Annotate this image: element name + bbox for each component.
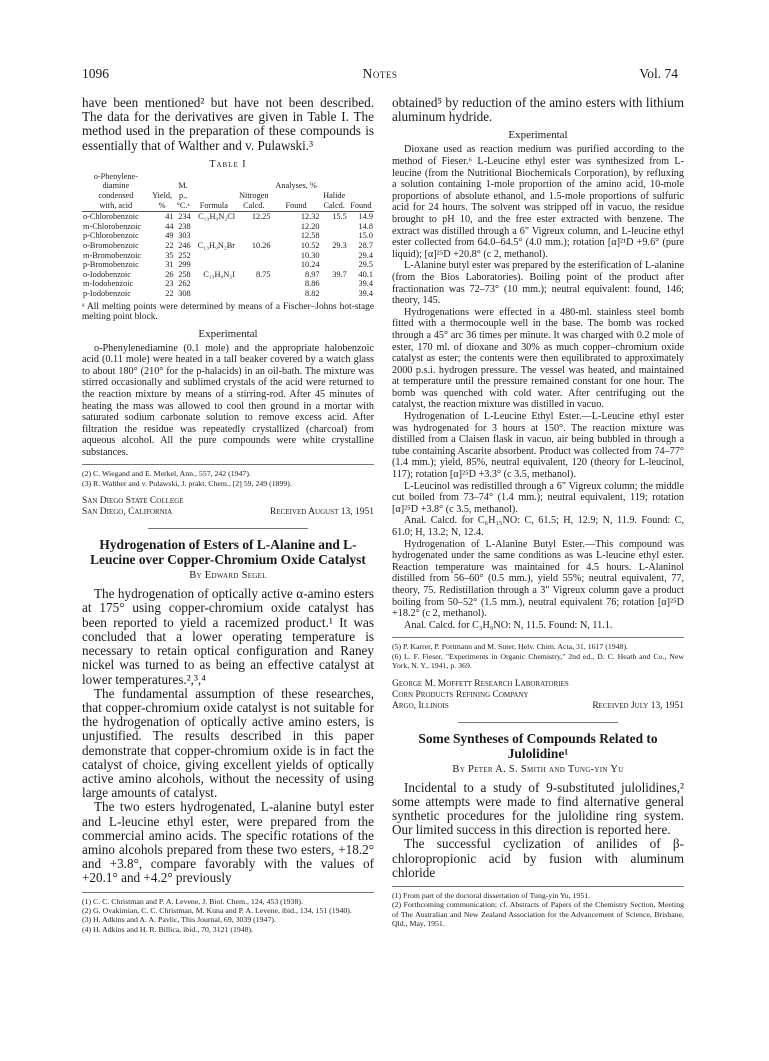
affiliation-line: George M. Moffett Research Laboratories	[392, 678, 569, 689]
table-cell	[321, 279, 348, 289]
right-column	[392, 96, 684, 929]
table-cell: 29.5	[358, 260, 373, 270]
table-column-header: o-Phenylene- diamine condensed with, acid	[82, 172, 150, 212]
experimental-paragraph: L-Alanine butyl ester was prepared by the esterification of L-alanine (from the Bios Laboratories). Boiling point of the product after fractionation was 72–73° (10 mm.); neutral equivalent: found, 146; theory, 145.	[392, 260, 684, 307]
table-cell: 22	[165, 288, 174, 298]
table-row	[82, 270, 374, 280]
footnote: (4) H. Adkins and H. R. Billica, ibid., 70, 3121 (1948).	[82, 924, 254, 934]
table-cell: 49	[165, 231, 174, 241]
received-date: Received August 13, 1951	[270, 507, 374, 518]
table-cell	[192, 260, 236, 270]
table-cell: 12.32	[300, 212, 320, 222]
table-cell	[192, 222, 236, 232]
table-cell	[192, 231, 236, 241]
section-title: Notes	[362, 66, 398, 81]
table-column-header: Found	[348, 172, 374, 212]
table-cell: 29.4	[358, 250, 373, 260]
table-caption: Table I	[209, 158, 247, 170]
table-cell: p-Iodobenzoic	[83, 288, 131, 298]
body-paragraph: Incidental to a study of 9-substituted julolidines,² some attempts were made to find alternative general synthetic procedures for the julolidine ring system. Our limited success in this direction is reported here.	[392, 779, 684, 838]
table-cell: 12.25	[251, 212, 271, 222]
affiliation	[82, 496, 374, 518]
table-cell: 10.26	[251, 240, 271, 250]
article-title: Hydrogenation of Esters of L-Alanine and L-Leucine over Copper-Chromium Oxide Catalyst	[90, 537, 366, 568]
analysis-line: Anal. Calcd. for C₃H₉NO: N, 11.5. Found: N, 11.1.	[404, 619, 613, 631]
table-cell	[236, 251, 272, 261]
experimental-paragraph: L-Leucinol was redistilled through a 6" Vigreux column; the middle cut boiled from 73–74° (1.4 mm.); neutral equivalent, 119; rotation [α]²⁵D +3.8° (c 3.5, methanol).	[392, 480, 684, 515]
article-title: Some Syntheses of Compounds Related to Julolidine¹	[418, 730, 658, 761]
table-cell: o-Bromobenzoic	[83, 240, 139, 250]
experimental-paragraph: Hydrogenations were effected in a 480-ml. stainless steel bomb fitted with a thermocouple well in the base. The bomb was rocked through a 45° arc 36 times per minute. It was charged with 0.2 mole of ester, 170 ml. of dioxane and 30% as much copper–chromium oxide catalyst as ester; the contents were then equilibrated to approximately 2000 p.s.i. hydrogen pressure. The vessel was heated, and maintained at temperature until the pressure remained constant for one hour. The bomb was quenched with cold water. After centrifuging out the catalyst, the reaction mixture was distilled in vacuo.	[392, 306, 684, 411]
table-cell: 39.7	[332, 269, 347, 279]
table-cell: 12.20	[300, 221, 320, 231]
table-row	[82, 241, 374, 251]
table-cell: 41	[165, 212, 174, 222]
table-cell: p-Chlorobenzoic	[83, 231, 139, 241]
table-cell	[321, 260, 348, 270]
table-cell: 8.97	[305, 269, 320, 279]
article-separator	[148, 528, 309, 529]
table-cell: 40.1	[358, 269, 373, 279]
body-paragraph: The fundamental assumption of these researches, that copper-chromium oxide catalyst is not suitable for the hydrogenation of optically active amino esters, is unjustified. The results described in this paper demonstrate that copper-chromium oxide is in fact the catalyst of choice, giving excellent yields of optically active amino alcohols, without the necessity of using large amounts of catalyst.	[82, 685, 374, 801]
table-cell: 258	[178, 269, 191, 279]
body-paragraph: The two esters hydrogenated, L-alanine butyl ester and L-leucine ethyl ester, were prepared from the commercial amino acids. The specific rotations of the amino alcohols prepared from these two esters, +18.2° and +3.8°, compare favorably with the values of +20.1° and +4.2° previously	[82, 799, 374, 886]
page-number: 1096	[82, 66, 109, 81]
experimental-paragraph: Hydrogenation of L-Leucine Ethyl Ester.—L-Leucine ethyl ester was hydrogenated for 3 hours at 150°. The reaction mixture was distilled from a Claisen flask in vacuo, air being bubbled in through a tube containing Ascarite absorbent. Product was collected from 74–77° (1.4 mm.); yield, 85%, neutral equivalent, 120 (theory for L-leucinol, 117); rotation [α]²⁵D +3.3° (c 3.5, methanol).	[392, 411, 684, 481]
footnote: (1) From part of the doctoral dissertation of Tung-yin Yu, 1951.	[392, 890, 591, 900]
affiliation-line: San Diego, California	[82, 507, 173, 518]
table-cell: 8.86	[305, 279, 320, 289]
table-body	[82, 212, 374, 299]
table-row	[82, 251, 374, 261]
table-cell: C₁₃H₉N₂Br	[197, 240, 236, 250]
table-cell: 14.9	[358, 212, 373, 222]
footnote-divider	[392, 637, 684, 638]
table-column-header: Analyses, % Found	[272, 172, 321, 212]
experimental-heading: Experimental	[198, 327, 258, 340]
table-cell: 234	[178, 212, 191, 222]
table-cell	[236, 289, 272, 299]
footnote: (3) H. Adkins and A. A. Pavlic, This Journal, 69, 3039 (1947).	[82, 915, 276, 925]
footnote-divider	[392, 886, 684, 887]
table-cell: o-Iodobenzoic	[83, 269, 131, 279]
experimental-paragraph: Hydrogenation of L-Alanine Butyl Ester.—This compound was hydrogenated under the same conditions as was L-leucine ethyl ester. Reaction temperature was maintained for 4.5 hours. L-Alaninol distilled from 56–60° (0.5 mm.), yield 55%; neutral equivalent, 77, theory, 75. Redistillation through a 3" Vigreux column gave a product boiling from 50–52° (1.5 mm.), neutral equivalent 76; rotation [α]²⁵D +18.2° (c 2, methanol).	[392, 538, 684, 620]
table-cell: m-Iodobenzoic	[83, 279, 134, 289]
table-header-row	[82, 172, 374, 212]
experimental-text: o-Phenylenediamine (0.1 mole) and the appropriate halobenzoic acid (0.11 mole) were heated in a tall beaker covered by a watch glass to about 180° (210° for the p-halacids) in an oil-bath. The mixture was stirred occasionally and sublimed crystals of the acid were returned to the reaction mixture by means of a stirring-rod. After 45 minutes of heating the mass was allowed to cool then ground in a mortar with saturated sodium carbonate solution to remove excess acid. After filtration the residue was repeatedly crystallized (charcoal) from aqueous alcohol. All the pure compounds were white crystalline substances.	[82, 342, 374, 458]
table-cell: 262	[178, 279, 191, 289]
footnote: (1) C. C. Christman and P. A. Levene, J. Biol. Chem., 124, 453 (1938).	[82, 896, 303, 906]
table-cell: 8.82	[305, 288, 320, 298]
table-column-header: Formula	[192, 172, 236, 212]
table-cell: C₁₃H₉N₂I	[203, 269, 236, 279]
table-cell: m-Bromobenzoic	[83, 250, 142, 260]
table-column-header: Halide Calcd.	[321, 172, 348, 212]
table-cell	[321, 231, 348, 241]
affiliation-line: Argo, Illinois	[392, 700, 449, 711]
article-byline: By Edward Segel	[189, 570, 267, 582]
footnote: (2) C. Wiegand and E. Merkel, Ann., 557, 242 (1947).	[82, 469, 251, 479]
table-row	[82, 289, 374, 299]
body-paragraph: The successful cyclization of anilides of β-chloropropionic acid by fusion with aluminum chloride	[392, 836, 684, 880]
body-paragraph: The hydrogenation of optically active α-amino esters at 175° using copper-chromium oxide catalyst has been reported to yield a racemized product.¹ It was concluded that a lower operating temperature is necessary to retain optical configuration and Raney nickel was turned to as being an effective catalyst at lower temperatures.²,³,⁴	[82, 586, 374, 687]
table-cell: o-Chlorobenzoic	[83, 212, 139, 222]
table-row	[82, 212, 374, 222]
table-cell: 26	[165, 269, 174, 279]
experimental-heading: Experimental	[508, 129, 568, 142]
table-footnote: ᵃ All melting points were determined by means of a Fischer–Johns hot-stage melting point block.	[82, 301, 374, 323]
intro-paragraph: have been mentioned² but have not been described. The data for the derivatives are given in Table I. The method used in the preparation of these compounds is essentially that of Walther and v. Pulawski.³	[82, 95, 374, 153]
table-cell	[236, 222, 272, 232]
footnote: (2) Forthcoming communication; cf. Abstracts of Papers of the Chemistry Section, Meeting of The Australian and New Zealand Association for the Advancement of Science, Brisbane, Qld., May, 1951.	[392, 900, 684, 929]
experimental-paragraph: Dioxane used as reaction medium was purified according to the method of Fieser.⁶ L-Leucine ethyl ester was synthesized from L-leucine (from the Nutritional Biochemicals Corporation), by refluxing a solution containing 1-mole proportion of the amino acid, 10-mole proportions of absolute ethanol, and 1.5-mole proportions of sulfuric acid for 24 hours. The solvent was stripped off in vacuo, the residue brought to pH 10, and the free ester extracted with benzene. The extract was distilled through a 6" Vigreux column, and L-leucine ethyl ester collected from 64.0–64.5° (4.0 mm.); rotation [α]²¹D +9.6° (pure liquid); [α]²⁵D +20.8° (c 2, methanol).	[392, 144, 684, 260]
table-cell	[236, 279, 272, 289]
table-cell: 15.0	[358, 231, 373, 241]
table-cell	[321, 222, 348, 232]
table-row	[82, 279, 374, 289]
table-cell: 28.7	[358, 240, 373, 250]
volume-label: Vol. 74	[639, 66, 678, 81]
table-cell: p-Bromobenzoic	[83, 260, 139, 270]
table-cell: 23	[165, 279, 174, 289]
table-column-header: M. p., °C.ᵃ	[175, 172, 192, 212]
affiliation-line: San Diego State College	[82, 496, 184, 507]
table-cell: 29.3	[332, 240, 347, 250]
table-row	[82, 222, 374, 232]
table-cell: 10.24	[300, 260, 320, 270]
left-column	[82, 96, 374, 934]
table-cell: 303	[178, 231, 191, 241]
table-cell: 39.4	[358, 279, 373, 289]
running-header	[82, 66, 678, 84]
analysis-line: Anal. Calcd. for C₆H₁₅NO: C, 61.5; H, 12.9; N, 11.9. Found: C, 61.0; H, 13.2; N, 12.4.	[392, 515, 684, 538]
table-cell: 10.52	[300, 240, 320, 250]
table-cell: 35	[165, 250, 174, 260]
table-cell	[321, 289, 348, 299]
footnote: (2) G. Ovakimian, C. C. Christman, M. Kuna and P. A. Levene, ibid., 134, 151 (1940).	[82, 905, 352, 915]
continuation-paragraph: obtained⁵ by reduction of the amino esters with lithium aluminum hydride.	[392, 95, 684, 125]
received-date: Received July 13, 1951	[592, 700, 684, 711]
table-cell: C₁₃H₉N₂Cl	[198, 212, 236, 222]
table-cell	[192, 251, 236, 261]
table-cell: m-Chlorobenzoic	[83, 221, 142, 231]
table-cell	[192, 279, 236, 289]
table-cell: 44	[165, 221, 174, 231]
table-column-header: Nitrogen Calcd.	[236, 172, 272, 212]
table-cell: 39.4	[358, 288, 373, 298]
table-cell: 10.30	[300, 250, 320, 260]
table-cell: 246	[178, 240, 191, 250]
footnote: (5) P. Karrer, P. Portmann and M. Suter, Helv. Chim. Acta, 31, 1617 (1948).	[392, 642, 628, 652]
table-row	[82, 260, 374, 270]
footnote-divider	[82, 464, 374, 465]
table-cell: 238	[178, 221, 191, 231]
table-cell: 252	[178, 250, 191, 260]
footnote: (6) L. F. Fieser, "Experiments in Organic Chemistry," 2nd ed., D. C. Heath and Co., New York, N. Y., 1941, p. 369.	[392, 651, 684, 671]
table-cell: 8.75	[256, 269, 271, 279]
table-cell: 308	[178, 288, 191, 298]
data-table	[82, 172, 374, 299]
article-separator	[458, 722, 619, 723]
table-cell	[321, 251, 348, 261]
table-cell: 22	[165, 240, 174, 250]
footnote-divider	[82, 892, 374, 893]
table-cell	[236, 260, 272, 270]
table-cell: 299	[178, 260, 191, 270]
table-cell: 15.5	[332, 212, 347, 222]
table-cell: 31	[165, 260, 174, 270]
table-cell	[192, 289, 236, 299]
affiliation-line: Corn Products Refining Company	[392, 689, 529, 700]
footnote: (3) R. Walther and v. Pulawski, J. prakt. Chem., [2] 59, 249 (1899).	[82, 478, 292, 488]
table-column-header: Yield, %	[150, 172, 175, 212]
table-cell	[236, 231, 272, 241]
table-cell: 12.58	[300, 231, 320, 241]
affiliation	[392, 679, 684, 712]
article-byline: By Peter A. S. Smith and Tung-yin Yu	[452, 763, 624, 775]
table-cell: 14.8	[358, 221, 373, 231]
table-row	[82, 231, 374, 241]
